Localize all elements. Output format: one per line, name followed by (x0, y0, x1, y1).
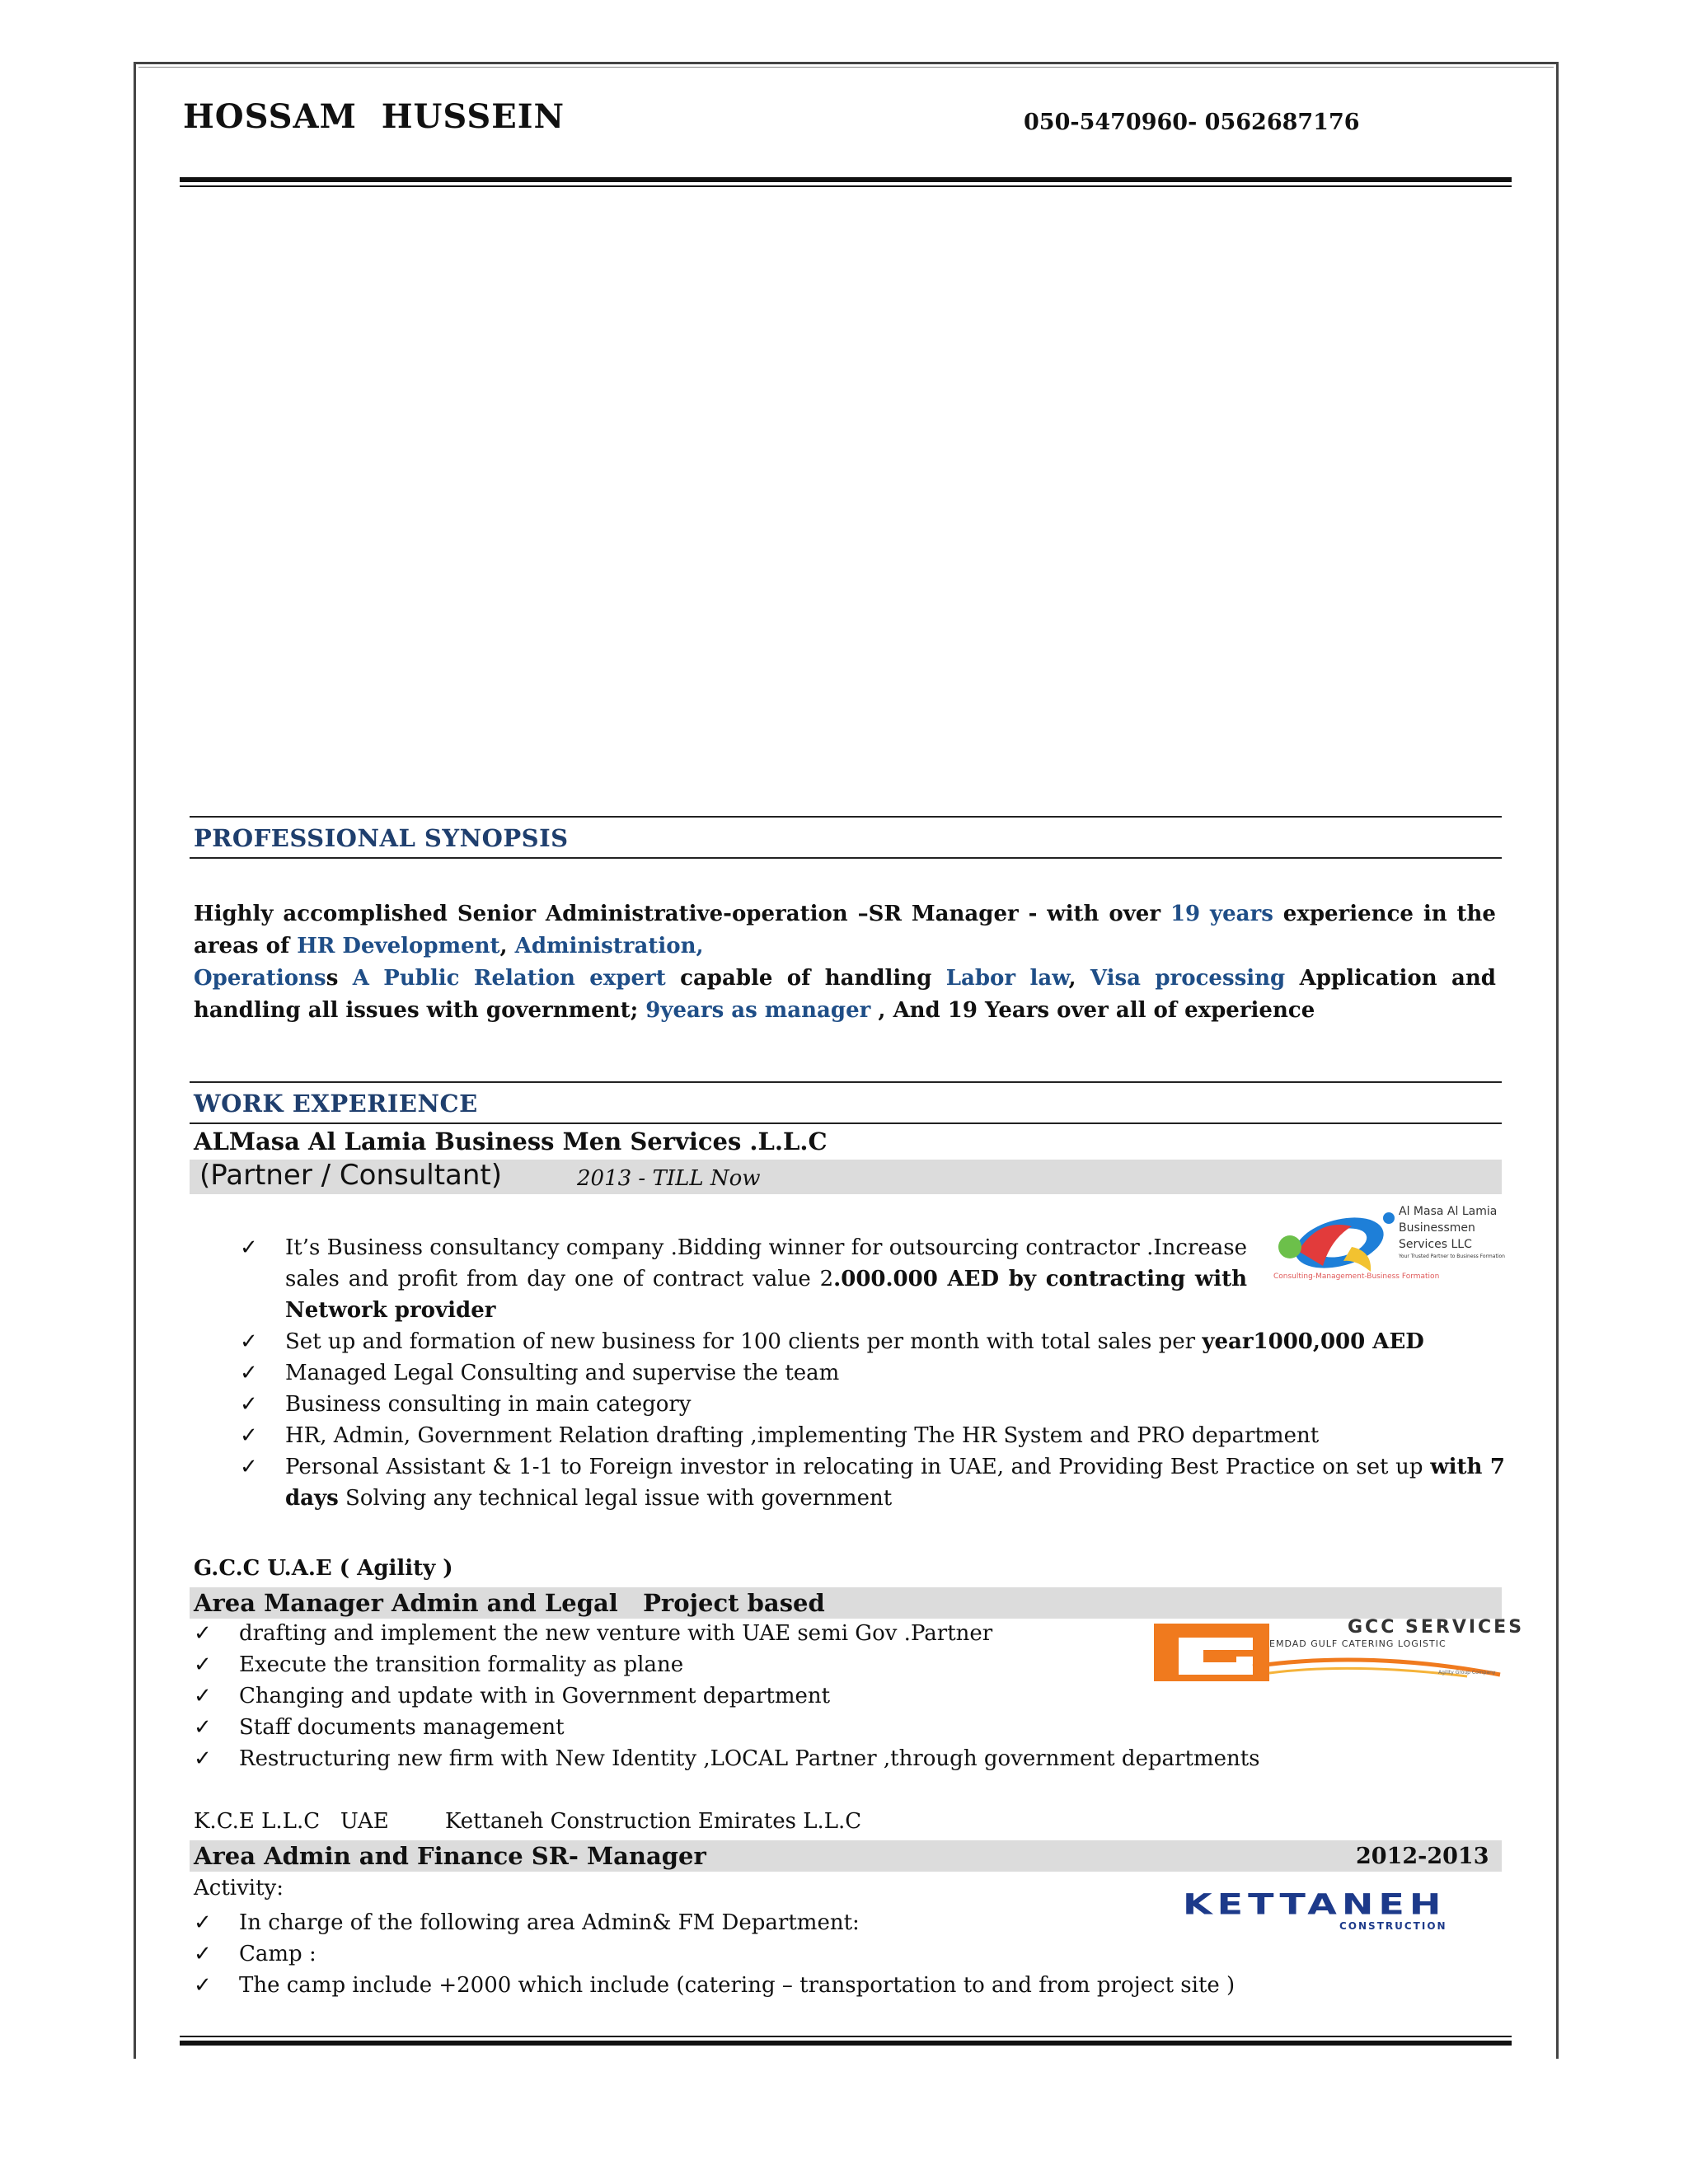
check-icon: ✓ (194, 1715, 212, 1740)
list-item: ✓ Personal Assistant & 1-1 to Foreign investor in relocating in UAE, and Providing Best Practice on set up with 7 days Solving any technical legal issue with government (285, 1451, 1505, 1514)
almasa-logo-sub: Consulting-Management-Business Formation (1273, 1272, 1440, 1281)
list-item: ✓ Managed Legal Consulting and supervise the team (285, 1357, 1505, 1389)
list-item: ✓ HR, Admin, Government Relation drafting ,implementing The HR System and PRO department (285, 1420, 1505, 1451)
header-rule-thin (180, 185, 1512, 187)
kettaneh-logo-title: KETTANEH (1183, 1887, 1447, 1921)
kettaneh-logo-sub: CONSTRUCTION (1339, 1920, 1447, 1932)
job3-role: Area Admin and Finance SR- Manager (194, 1842, 706, 1870)
check-icon: ✓ (240, 1361, 258, 1385)
list-item: ✓ Restructuring new firm with New Identity ,LOCAL Partner ,through government departments (239, 1743, 1311, 1774)
job2-role-band (190, 1587, 1502, 1619)
job1-role-band (190, 1160, 1502, 1194)
gcc-logo-title: GCC SERVICES (1348, 1617, 1525, 1638)
job3-role-band (190, 1840, 1502, 1872)
job1-role: (Partner / Consultant) (199, 1159, 503, 1192)
job3-company-full: Kettaneh Construction Emirates L.L.C (445, 1809, 862, 1834)
job3-activity-label: Activity: (194, 1876, 284, 1900)
check-icon: ✓ (240, 1235, 258, 1260)
job1-company: ALMasa Al Lamia Business Men Services .L.L.C (194, 1127, 828, 1155)
job2-company: G.C.C U.A.E ( Agility ) (194, 1556, 453, 1581)
check-icon: ✓ (240, 1329, 258, 1354)
work-title: WORK EXPERIENCE (194, 1090, 478, 1118)
job3-company: K.C.E L.L.C UAE (194, 1809, 389, 1834)
list-item: ✓ Execute the transition formality as plane (239, 1649, 1311, 1680)
kettaneh-logo (1183, 1887, 1533, 1937)
list-item: ✓ Business consulting in main category (285, 1389, 1505, 1420)
check-icon: ✓ (194, 1746, 212, 1771)
footer-rule-thin (180, 2036, 1512, 2037)
check-icon: ✓ (194, 1942, 212, 1966)
almasa-logo-mark (1273, 1202, 1397, 1284)
list-item: ✓ The camp include +2000 which include (catering – transportation to and from project site ) (239, 1970, 1311, 2001)
header-rule-thick (180, 177, 1512, 182)
phone-numbers: 050-5470960- 0562687176 (1024, 110, 1360, 135)
work-rule-bottom (190, 1122, 1502, 1124)
gcc-logo (1154, 1617, 1525, 1683)
job1-dates: 2013 - TILL Now (577, 1166, 761, 1191)
gcc-logo-sub: EMDAD GULF CATERING LOGISTIC (1269, 1638, 1447, 1649)
almasa-logo-line1: Al Masa Al Lamia (1399, 1205, 1498, 1218)
synopsis-title: PROFESSIONAL SYNOPSIS (194, 824, 569, 852)
check-icon: ✓ (194, 1973, 212, 1998)
list-item: ✓ In charge of the following area Admin& FM Department: (239, 1907, 1311, 1938)
check-icon: ✓ (194, 1684, 212, 1708)
work-rule-top (190, 1081, 1502, 1083)
check-icon: ✓ (240, 1423, 258, 1448)
list-item: ✓ drafting and implement the new venture with UAE semi Gov .Partner (239, 1618, 1311, 1649)
candidate-name: HOSSAM HUSSEIN (183, 97, 565, 136)
almasa-logo (1273, 1202, 1537, 1284)
check-icon: ✓ (194, 1652, 212, 1677)
job2-role: Area Manager Admin and Legal Project based (194, 1589, 825, 1617)
check-icon: ✓ (194, 1910, 212, 1935)
job2-bullets (194, 1618, 1311, 1774)
footer-rule-thick (180, 2041, 1512, 2046)
job1-bullets-a (240, 1232, 1247, 1326)
check-icon: ✓ (240, 1455, 258, 1479)
check-icon: ✓ (194, 1621, 212, 1646)
list-item: ✓ Staff documents management (239, 1712, 1311, 1743)
job3-dates: 2012-2013 (1356, 1844, 1489, 1869)
almasa-logo-line3: Services LLC (1399, 1238, 1472, 1251)
list-item: ✓ Changing and update with in Government department (239, 1680, 1311, 1712)
synopsis-paragraph: Highly accomplished Senior Administrative-operation –SR Manager - with over 19 years experience in the areas of HR Development, Administration, Operationss A Public Relation expert capable of handling Labor law, Visa processing Application and handling all issues with government; 9years as manager , And 19 Years over all of experience (194, 902, 1496, 1023)
list-item: ✓ Camp : (239, 1938, 1311, 1970)
list-item: ✓ Set up and formation of new business for 100 clients per month with total sales per year1000,000 AED (285, 1326, 1505, 1357)
job1-bullets-b (240, 1326, 1505, 1514)
synopsis-rule-top (190, 816, 1502, 818)
job3-bullets (194, 1907, 1311, 2001)
check-icon: ✓ (240, 1392, 258, 1417)
almasa-logo-line2: Businessmen (1399, 1221, 1475, 1235)
list-item: ✓ It’s Business consultancy company .Bidding winner for outsourcing contractor .Increase sales and profit from day one of contract value 2.000.000 AED by contracting with Network provider (285, 1232, 1247, 1326)
almasa-logo-tag: Your Trusted Partner to Business Formation (1399, 1254, 1505, 1259)
synopsis-rule-bottom (190, 857, 1502, 859)
gcc-logo-tag: Agility Group Company (1438, 1670, 1496, 1675)
